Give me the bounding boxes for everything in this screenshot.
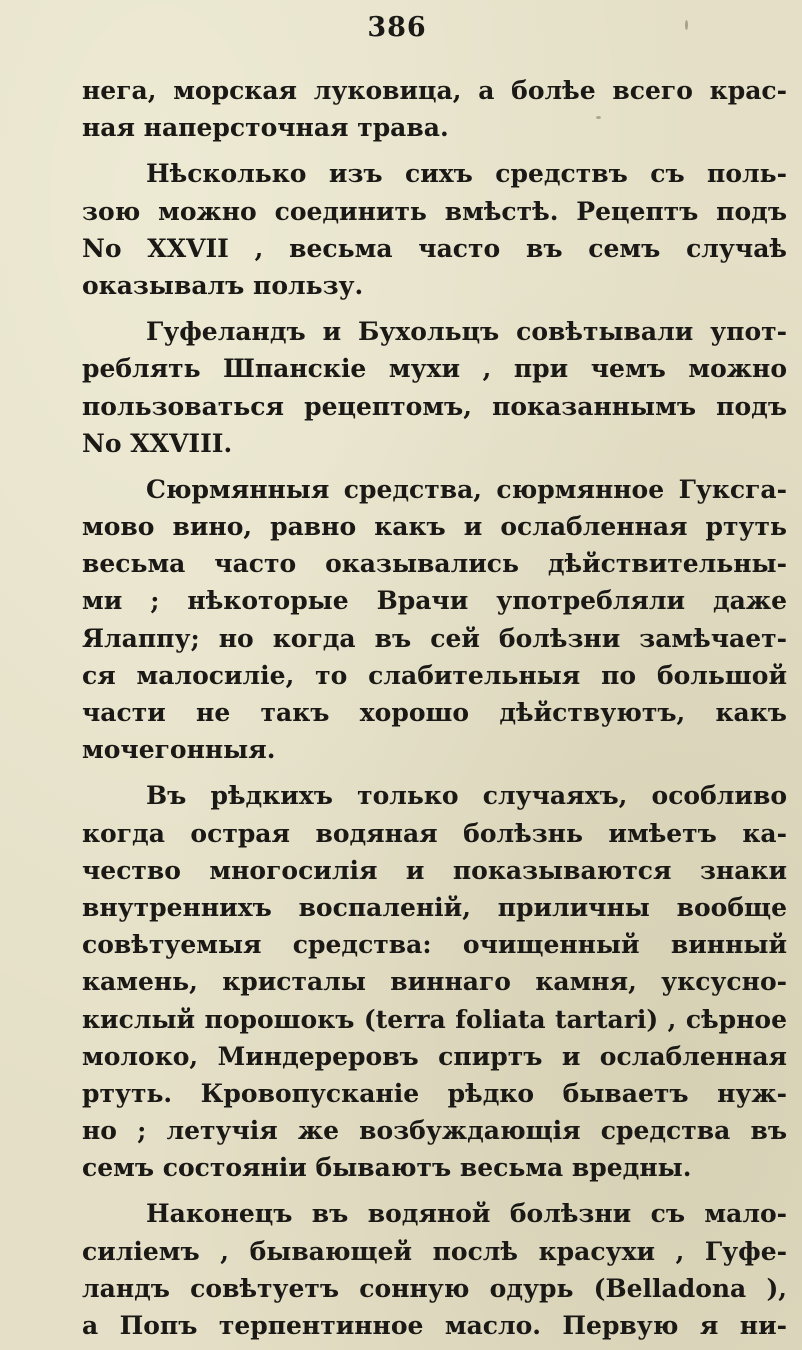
- text-line: внутреннихъ воспаленій, приличны вообще: [82, 892, 787, 922]
- paragraph: [82, 777, 787, 1186]
- text-line: Сюрмянныя средства, сюрмянное Гуксга-: [146, 474, 787, 504]
- text-line: No XXVII , весьма часто въ семъ случаѣ: [82, 233, 787, 263]
- text-line: реблять Шпанскіе мухи , при чемъ можно: [82, 354, 787, 384]
- text-line: камень, кристалы виннаго камня, уксусно-: [82, 967, 787, 997]
- paragraph: [82, 1195, 787, 1344]
- paragraph: [82, 155, 787, 304]
- text-line: а Попъ терпентинное масло. Первую я ни-: [82, 1311, 787, 1340]
- text-line: нега, морская луковица, а болѣе всего крас-: [82, 76, 787, 105]
- text-line: Гуфеландъ и Бухольцъ совѣтывали упот-: [146, 317, 787, 347]
- text-line: силіемъ , бывающей послѣ красухи , Гуфе-: [82, 1236, 787, 1266]
- text-line: когда острая водяная болѣзнь имѣетъ ка-: [82, 818, 787, 848]
- text-line: Нѣсколько изъ сихъ средствъ съ поль-: [146, 159, 787, 189]
- text-line: кислый порошокъ (terra foliata tartari) , сѣрное: [82, 1004, 787, 1034]
- text-line: оказывалъ пользу.: [82, 270, 364, 300]
- text-line: ландъ совѣтуетъ сонную одурь (Belladona ),: [82, 1273, 787, 1303]
- text-line: Въ рѣдкихъ только случаяхъ, особливо: [146, 781, 787, 811]
- body-text: [82, 72, 787, 1344]
- text-line: части не такъ хорошо дѣйствуютъ, какъ: [82, 698, 787, 727]
- page-number: 386: [367, 12, 427, 43]
- text-line: ся малосиліе, то слабительныя по большой: [82, 660, 787, 690]
- text-line: No XXVIII.: [82, 428, 233, 458]
- text-line: мочегонныя.: [82, 735, 276, 765]
- text-line: но ; летучія же возбуждающія средства въ: [82, 1116, 787, 1146]
- paragraph: [82, 471, 787, 769]
- text-line: пользоваться рецептомъ, показаннымъ подъ: [82, 391, 787, 421]
- paragraph: [82, 313, 787, 462]
- paragraph: [82, 72, 787, 146]
- text-line: ная наперсточная трава.: [82, 113, 449, 143]
- text-line: зою можно соединить вмѣстѣ. Рецептъ подъ: [82, 196, 787, 226]
- text-line: Наконецъ въ водяной болѣзни съ мало-: [146, 1199, 787, 1229]
- text-line: ртуть. Кровопусканіе рѣдко бываетъ нуж-: [82, 1078, 787, 1108]
- text-line: совѣтуемыя средства: очищенный винный: [82, 930, 787, 960]
- text-line: мово вино, равно какъ и ослабленная ртуть: [82, 512, 787, 542]
- text-line: весьма часто оказывались дѣйствительны-: [82, 549, 787, 579]
- text-line: молоко, Миндереровъ спиртъ и ослабленная: [82, 1041, 787, 1071]
- text-line: семъ состояніи бываютъ весьма вредны.: [82, 1153, 692, 1183]
- text-line: чество многосилія и показываются знаки: [82, 855, 787, 885]
- text-line: ми ; нѣкоторые Врачи употребляли даже: [82, 586, 787, 616]
- text-line: Ялаппу; но когда въ сей болѣзни замѣчает-: [82, 623, 787, 653]
- ink-speck: [685, 20, 688, 30]
